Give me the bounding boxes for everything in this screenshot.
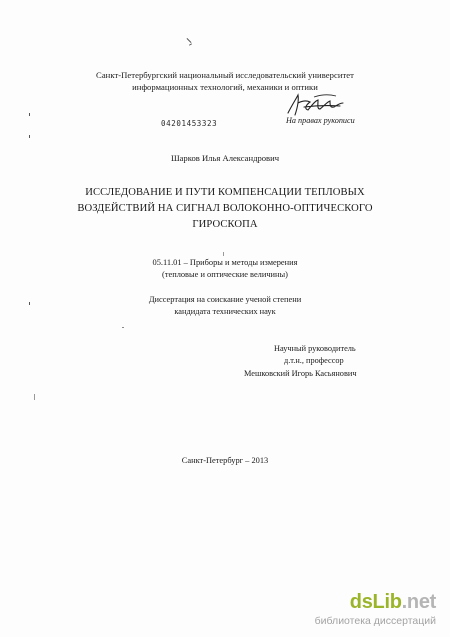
dissertation-title-line2: ВОЗДЕЙСТВИЙ НА СИГНАЛ ВОЛОКОННО-ОПТИЧЕСКОГО — [77, 203, 373, 214]
watermark-subtitle: библиотека диссертаций — [314, 615, 436, 627]
city-year: Санкт-Петербург – 2013 — [181, 456, 269, 465]
scan-mark-left-1 — [29, 113, 30, 116]
dissertation-title-line1: ИССЛЕДОВАНИЕ И ПУТИ КОМПЕНСАЦИИ ТЕПЛОВЫХ — [85, 187, 365, 198]
degree-line2: кандидата технических наук — [174, 307, 276, 316]
rights-note: На правах рукописи — [286, 116, 355, 125]
scan-mark-left-4 — [34, 394, 35, 400]
scan-mark-left-2 — [29, 135, 30, 138]
author-name: Шарков Илья Александрович — [170, 153, 280, 163]
scan-mark-center — [223, 252, 224, 256]
dslib-watermark[interactable] — [314, 591, 448, 635]
dslib-logo — [350, 591, 436, 614]
supervisor-degree: д.т.н., профессор — [284, 356, 344, 365]
specialty-line2: (тепловые и оптические величины) — [162, 270, 288, 279]
scan-mark-top-2 — [189, 43, 192, 45]
scan-mark-mid — [122, 327, 124, 328]
supervisor-label: Научный руководитель — [274, 344, 356, 353]
supervisor-name: Мешковский Игорь Касьянович — [244, 369, 357, 378]
logo-net-text: .net — [401, 591, 436, 613]
logo-lib-text: Lib — [372, 591, 402, 613]
scan-mark-top — [187, 38, 192, 43]
degree-line1: Диссертация на соискание ученой степени — [148, 295, 302, 304]
university-name-line2: информационных технологий, механики и оптики — [132, 82, 318, 92]
logo-ds-text: ds — [349, 591, 373, 613]
university-name-line1: Санкт-Петербургский национальный исследовательский университет — [96, 70, 354, 80]
dissertation-title-line3: ГИРОСКОПА — [192, 219, 258, 230]
inventory-code: 04201453323 — [161, 119, 218, 128]
specialty-line1: 05.11.01 – Приборы и методы измерения — [152, 258, 298, 267]
